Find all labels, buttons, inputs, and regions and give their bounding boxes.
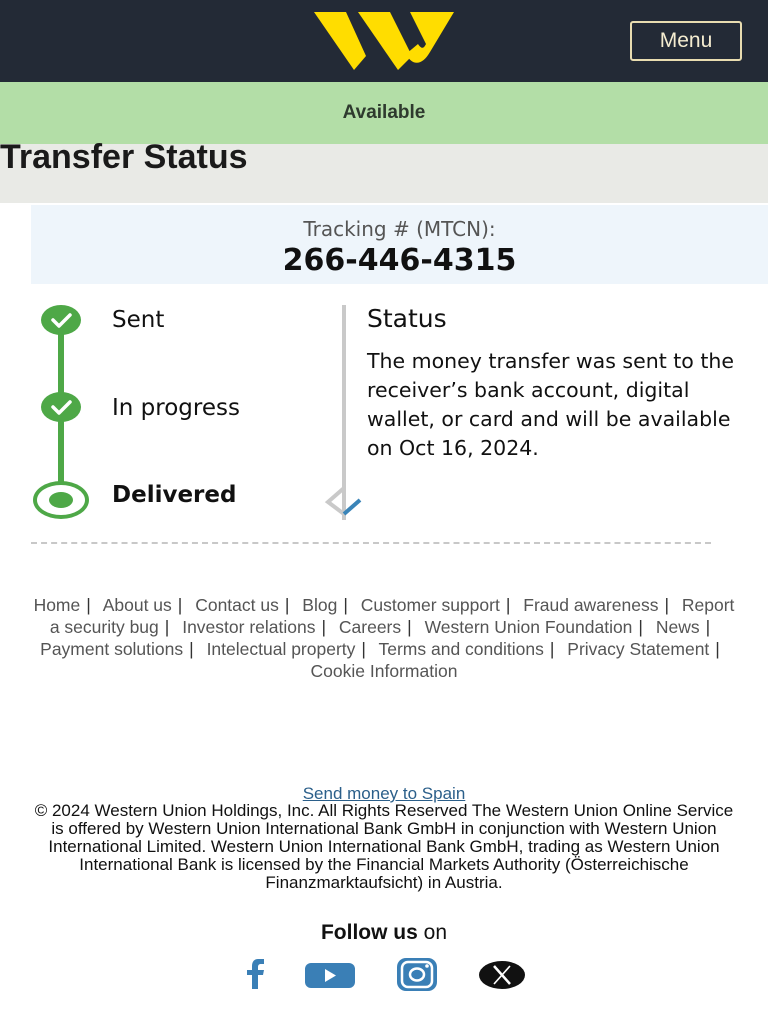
youtube-icon[interactable] bbox=[304, 955, 356, 995]
x-icon[interactable] bbox=[478, 955, 526, 995]
footer-link-payment-solutions[interactable]: Payment solutions bbox=[40, 639, 184, 659]
availability-banner: Available bbox=[0, 82, 768, 144]
step-delivered-label: Delivered bbox=[112, 482, 237, 508]
radio-dot-icon bbox=[33, 481, 89, 519]
footer-link-about[interactable]: About us bbox=[102, 595, 172, 615]
page-title: Transfer Status bbox=[0, 138, 248, 176]
tracking-number: 266-446-4315 bbox=[282, 243, 517, 278]
status-description: The money transfer was sent to the receiver’s bank account, digital wallet, or card and will be available on Oct 16, 2024. bbox=[367, 349, 734, 460]
step-sent-label: Sent bbox=[112, 307, 165, 333]
footer-link-report-bug[interactable]: Report a security bug bbox=[49, 595, 735, 637]
footer-link-intellectual-property[interactable]: Intelectual property bbox=[206, 639, 356, 659]
footer-links: Home | About us | Contact us | Blog | Customer support | Fraud awareness | Report a security bug | Investor relations | Careers | Western Union Foundation | News | Payment solutions | Intelectual property | Terms and conditions | Privacy Statement | Cookie Information bbox=[33, 595, 735, 681]
tracking-label: Tracking # (MTCN): bbox=[303, 217, 496, 241]
footer-link-foundation[interactable]: Western Union Foundation bbox=[424, 617, 633, 637]
footer-link-fraud-awareness[interactable]: Fraud awareness bbox=[523, 595, 659, 615]
footer-link-blog[interactable]: Blog bbox=[302, 595, 338, 615]
footer-link-privacy[interactable]: Privacy Statement bbox=[567, 639, 710, 659]
check-icon bbox=[41, 305, 81, 335]
send-money-link[interactable]: Send money to Spain bbox=[302, 784, 466, 803]
check-icon bbox=[41, 392, 81, 422]
footer-link-careers[interactable]: Careers bbox=[338, 617, 402, 637]
facebook-icon[interactable] bbox=[240, 955, 270, 995]
western-union-logo-icon[interactable] bbox=[314, 12, 454, 70]
follow-us-heading bbox=[0, 921, 768, 945]
footer-link-cookie[interactable]: Cookie Information bbox=[310, 661, 458, 681]
footer-link-news[interactable]: News bbox=[655, 617, 700, 637]
progress-steps bbox=[0, 290, 340, 530]
status-heading: Status bbox=[367, 304, 447, 333]
follow-us-on: on bbox=[417, 921, 448, 944]
radio-dot-center bbox=[49, 492, 73, 508]
footer-link-customer-support[interactable]: Customer support bbox=[360, 595, 500, 615]
footer-link-investor-relations[interactable]: Investor relations bbox=[182, 617, 316, 637]
footer-link-contact[interactable]: Contact us bbox=[195, 595, 279, 615]
progress-line bbox=[58, 420, 64, 490]
dashed-divider bbox=[31, 542, 711, 544]
footer-link-terms[interactable]: Terms and conditions bbox=[378, 639, 544, 659]
tracking-panel bbox=[31, 205, 768, 284]
step-in-progress-label: In progress bbox=[112, 395, 240, 421]
top-navigation-bar bbox=[0, 0, 768, 82]
menu-button[interactable]: Menu bbox=[630, 21, 742, 61]
pointer-chevron-icon bbox=[324, 486, 364, 520]
follow-us-bold: Follow us bbox=[320, 921, 418, 944]
instagram-icon[interactable] bbox=[395, 955, 439, 995]
footer-link-home[interactable]: Home bbox=[33, 595, 81, 615]
legal-text: © 2024 Western Union Holdings, Inc. All Rights Reserved The Western Union Online Service is offered by Western Union International Bank GmbH in conjunction with Western Union International Limited. Western Union International Bank GmbH, trading as Western Union International Bank is licensed by the Financial Markets Authority (Österreichische Finanzmarktaufsicht) in Austria. bbox=[34, 801, 734, 892]
